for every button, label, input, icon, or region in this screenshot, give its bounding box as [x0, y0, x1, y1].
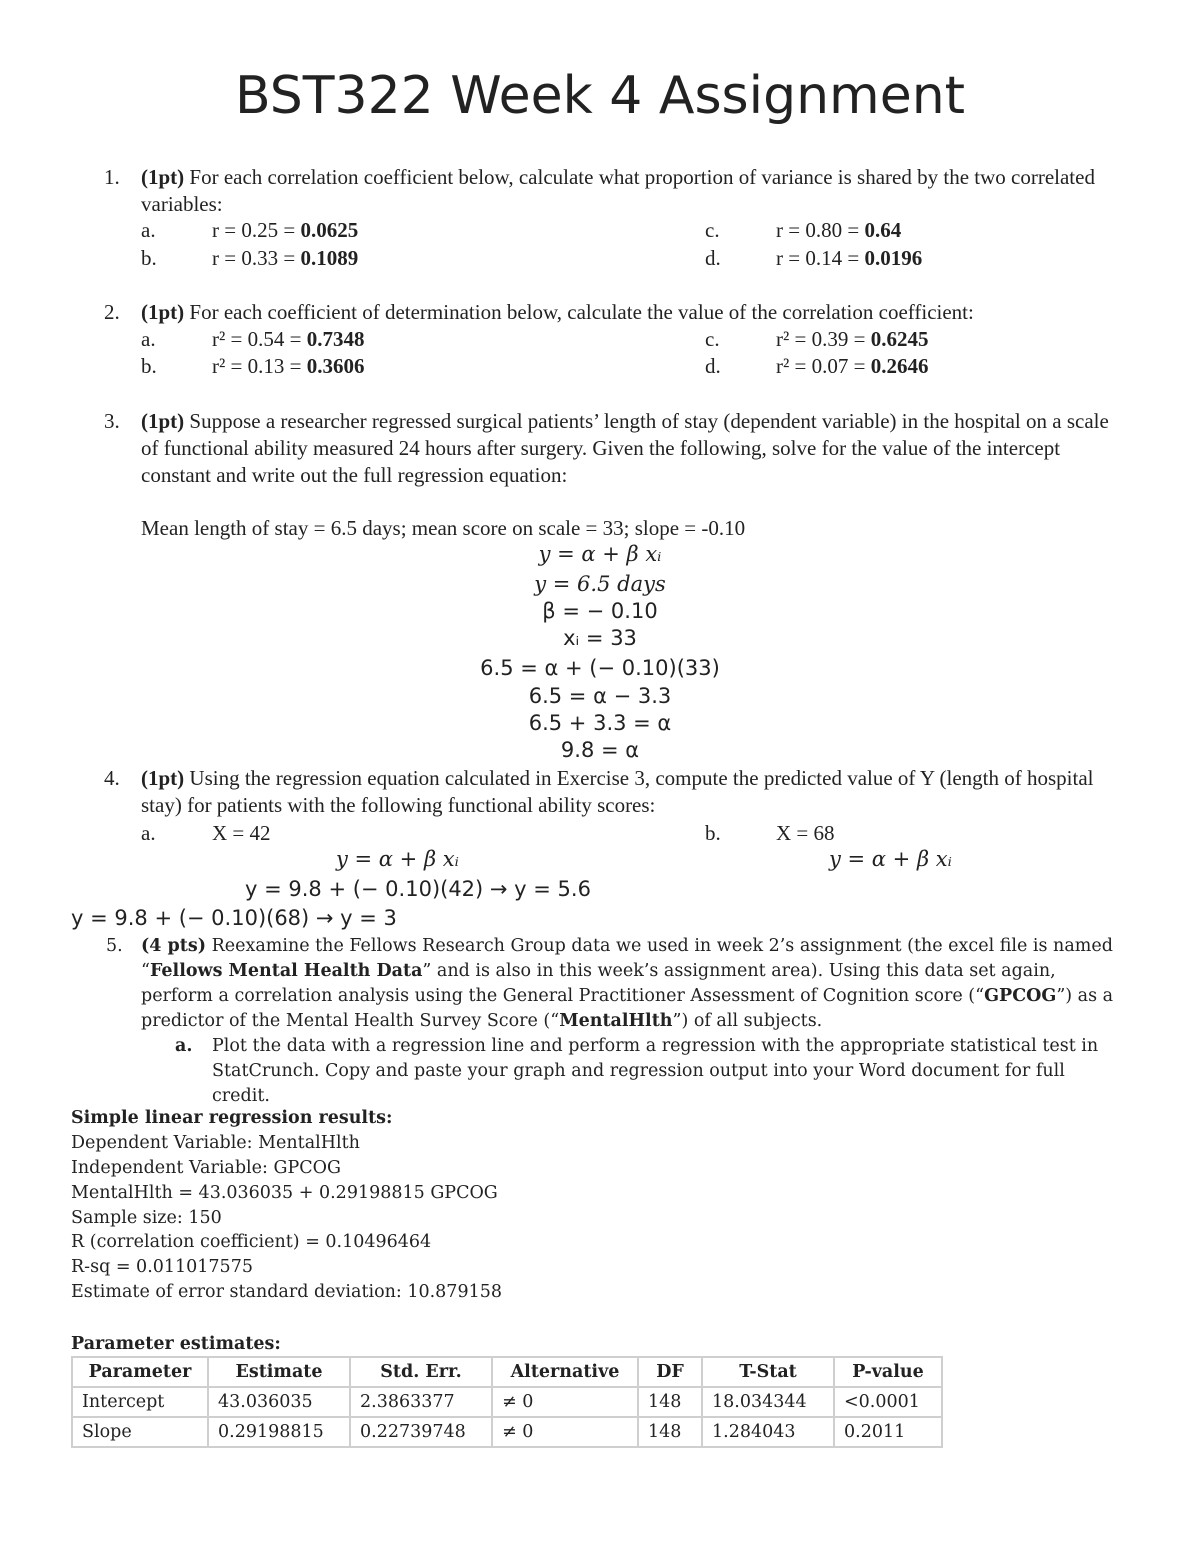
equation-line: y = α + β xᵢ [829, 847, 952, 871]
equation-line: xᵢ = 33 [563, 626, 637, 650]
column-header: T-Stat [702, 1357, 834, 1387]
item-answer: 0.3606 [306, 354, 365, 378]
question-text [141, 765, 1131, 819]
item-label: b. [141, 246, 157, 270]
item-answer: 0.1089 [300, 246, 359, 270]
item-value [776, 245, 922, 272]
table-row [72, 1417, 942, 1447]
item-expression: r = 0.14 = [776, 246, 865, 270]
item-label: c. [705, 327, 720, 351]
table-cell: 0.2011 [834, 1417, 942, 1447]
question-body: For each correlation coefficient below, calculate what proportion of variance is shared by the two correlated variables: [141, 165, 1095, 216]
question-body: Reexamine the Fellows Research Group data we used in week 2’s assignment (the excel file is named “ [141, 936, 1113, 981]
question-body: Suppose a researcher regressed surgical patients’ length of stay (dependent variable) in the hospital on a scale of functional ability measured 24 hours after surgery. Given the following, solve for the value of the intercept constant and write out the full regression equation: [141, 409, 1109, 487]
item-label: a. [141, 327, 156, 351]
column-header: Parameter [72, 1357, 208, 1387]
result-line: Independent Variable: GPCOG [71, 1158, 341, 1178]
question-body: Using the regression equation calculated in Exercise 3, compute the predicted value of Y (length of hospital stay) for patients with the following functional ability scores: [141, 766, 1094, 817]
question-text [141, 934, 1121, 1034]
table-cell: 148 [638, 1387, 702, 1417]
item-label: d. [705, 246, 721, 270]
item-expression: r² = 0.54 = [212, 327, 307, 351]
item-answer: 0.6245 [870, 327, 929, 351]
item-expression: r² = 0.07 = [776, 354, 871, 378]
equation-line: y = α + β xᵢ [538, 542, 662, 566]
item-label: a. [141, 821, 156, 845]
table-cell: 0.22739748 [350, 1417, 492, 1447]
item-value [776, 217, 901, 244]
table-cell: ≠ 0 [492, 1417, 638, 1447]
table-cell: Slope [72, 1417, 208, 1447]
item-label: c. [705, 218, 720, 242]
given-values: Mean length of stay = 6.5 days; mean score on scale = 33; slope = -0.10 [141, 516, 746, 540]
result-line: Estimate of error standard deviation: 10.879158 [71, 1282, 502, 1302]
item-label: a. [141, 218, 156, 242]
column-header: P-value [834, 1357, 942, 1387]
variable-name: GPCOG [984, 986, 1057, 1006]
table-header-row [72, 1357, 942, 1387]
item-value: X = 68 [776, 821, 835, 845]
table-cell: <0.0001 [834, 1387, 942, 1417]
question-number: 4. [104, 766, 120, 790]
equation-line: 9.8 = α [560, 738, 640, 762]
equation-line: y = α + β xᵢ [336, 847, 459, 871]
item-answer: 0.2646 [870, 354, 929, 378]
table-cell: 0.29198815 [208, 1417, 350, 1447]
question-body: ” and is also in this week’s assignment area). Using this data set again, perform a correlation analysis using the General Practitioner Assessment of Cognition score (“ [141, 961, 1056, 1006]
table-cell: 148 [638, 1417, 702, 1447]
item-answer: 0.64 [864, 218, 902, 242]
equation-line: y = 6.5 days [534, 572, 666, 596]
question-number: 1. [104, 165, 120, 189]
points: (1pt) [141, 300, 185, 324]
question-text [141, 408, 1131, 489]
points: (1pt) [141, 165, 185, 189]
item-label: a. [175, 1036, 193, 1056]
question-body: For each coefficient of determination below, calculate the value of the correlation coefficient: [184, 300, 974, 324]
result-line: Dependent Variable: MentalHlth [71, 1133, 360, 1153]
equation-line: y = 9.8 + (− 0.10)(68) → y = 3 [71, 906, 397, 930]
points: (1pt) [141, 766, 185, 790]
question-text [141, 164, 1131, 218]
item-expression: r² = 0.13 = [212, 354, 307, 378]
item-value: X = 42 [212, 821, 271, 845]
table-row [72, 1387, 942, 1417]
table-cell: ≠ 0 [492, 1387, 638, 1417]
results-heading: Simple linear regression results: [71, 1108, 393, 1128]
page-title: BST322 Week 4 Assignment [234, 66, 966, 126]
table-cell: 2.3863377 [350, 1387, 492, 1417]
item-value [212, 326, 364, 353]
table-cell: Intercept [72, 1387, 208, 1417]
item-expression: r = 0.25 = [212, 218, 301, 242]
equation-line: y = 9.8 + (− 0.10)(42) → y = 5.6 [245, 877, 591, 901]
equation-line: β = − 0.10 [542, 599, 658, 623]
column-header: Std. Err. [350, 1357, 492, 1387]
item-value [212, 245, 358, 272]
params-heading: Parameter estimates: [71, 1334, 281, 1354]
item-value [212, 353, 364, 380]
table-cell: 43.036035 [208, 1387, 350, 1417]
item-value [776, 326, 928, 353]
item-value [212, 217, 358, 244]
item-answer: 0.7348 [306, 327, 365, 351]
question-body: ”) of all subjects. [672, 1011, 823, 1031]
result-line: Sample size: 150 [71, 1208, 222, 1228]
item-value [776, 353, 928, 380]
item-answer: 0.0196 [864, 246, 923, 270]
column-header: DF [638, 1357, 702, 1387]
file-name: Fellows Mental Health Data [149, 961, 423, 981]
item-expression: r = 0.80 = [776, 218, 865, 242]
item-label: b. [141, 354, 157, 378]
question-number: 2. [104, 300, 120, 324]
question-number: 5. [106, 936, 123, 956]
column-header: Estimate [208, 1357, 350, 1387]
item-label: b. [705, 821, 721, 845]
item-expression: r² = 0.39 = [776, 327, 871, 351]
item-answer: 0.0625 [300, 218, 359, 242]
table-cell: 1.284043 [702, 1417, 834, 1447]
result-line: MentalHlth = 43.036035 + 0.29198815 GPCOG [71, 1183, 498, 1203]
table-cell: 18.034344 [702, 1387, 834, 1417]
result-line: R (correlation coefficient) = 0.10496464 [71, 1232, 432, 1252]
equation-line: 6.5 = α − 3.3 [528, 684, 672, 708]
question-number: 3. [104, 409, 120, 433]
points: (1pt) [141, 409, 185, 433]
equation-line: 6.5 = α + (− 0.10)(33) [480, 656, 720, 680]
variable-name: MentalHlth [559, 1011, 673, 1031]
item-expression: r = 0.33 = [212, 246, 301, 270]
parameter-table [71, 1356, 943, 1448]
item-text: Plot the data with a regression line and perform a regression with the appropriate statistical test in StatCrunch. Copy and paste your graph and regression output into your Word document for full credit. [212, 1036, 1099, 1106]
points: (4 pts) [141, 936, 207, 956]
question-text [141, 299, 1131, 326]
result-line: R-sq = 0.011017575 [71, 1257, 253, 1277]
equation-line: 6.5 + 3.3 = α [528, 711, 672, 735]
question-body: ”) as a predictor of the Mental Health Survey Score (“ [141, 986, 1114, 1031]
item-label: d. [705, 354, 721, 378]
column-header: Alternative [492, 1357, 638, 1387]
